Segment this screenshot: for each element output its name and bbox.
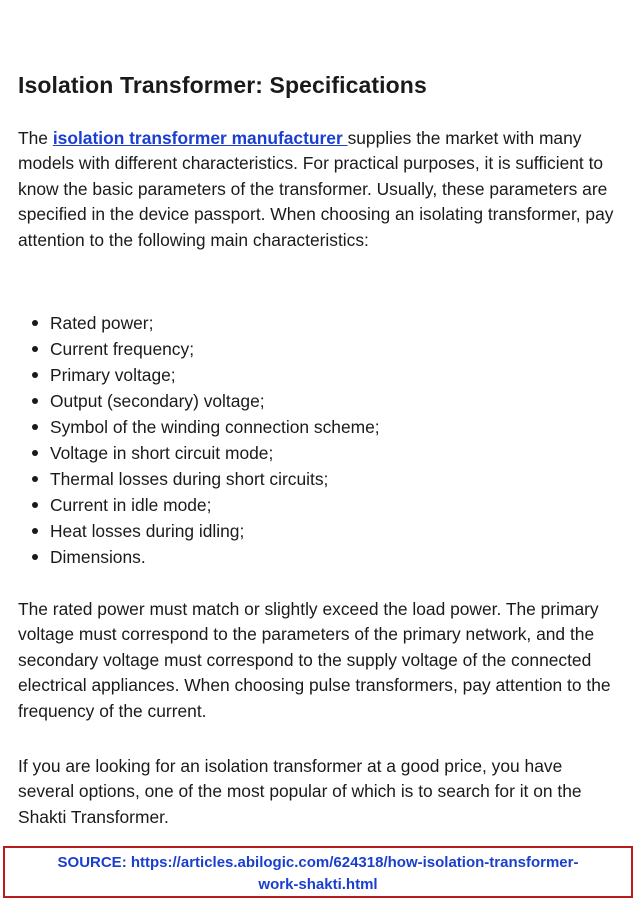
characteristics-list bbox=[18, 310, 380, 570]
manufacturer-link[interactable]: isolation transformer manufacturer bbox=[52, 128, 348, 148]
list-item-text: Voltage in short circuit mode; bbox=[50, 443, 274, 463]
rated-power-paragraph: The rated power must match or slightly exceed the load power. The primary voltage must correspond to the parameters of the primary network, and the secondary voltage must correspond to the supply voltage of the connected electrical appliances. When choosing pulse transformers, pay attention to the frequency of the current. bbox=[18, 599, 611, 721]
source-url-part1[interactable]: https://articles.abilogic.com/624318/how-isolation-transformer- bbox=[130, 854, 579, 871]
source-box bbox=[3, 846, 633, 898]
source-label: SOURCE: bbox=[57, 854, 131, 871]
bullet-icon bbox=[32, 398, 38, 404]
list-item-text: Current in idle mode; bbox=[50, 495, 212, 515]
bullet-icon bbox=[32, 320, 38, 326]
list-item bbox=[18, 336, 380, 362]
intro-text-before: The bbox=[18, 128, 53, 148]
bullet-icon bbox=[32, 476, 38, 482]
list-item-text: Dimensions. bbox=[50, 547, 146, 567]
bullet-icon bbox=[32, 528, 38, 534]
list-item-text: Symbol of the winding connection scheme; bbox=[50, 417, 380, 437]
list-item bbox=[18, 310, 380, 336]
bullet-icon bbox=[32, 502, 38, 508]
list-item-text: Heat losses during idling; bbox=[50, 521, 245, 541]
intro-paragraph bbox=[18, 126, 622, 253]
intro-text-after: supplies the market with many models with different characteristics. For practical purposes, it is sufficient to know the basic parameters of the transformer. Usually, these parameters are specified in the device passport. When choosing an isolating transformer, pay attention to the following main characteristics: bbox=[18, 128, 614, 250]
bullet-icon bbox=[32, 372, 38, 378]
source-url-part2[interactable]: work-shakti.html bbox=[258, 876, 378, 893]
bullet-icon bbox=[32, 450, 38, 456]
list-item bbox=[18, 492, 380, 518]
list-item-text: Rated power; bbox=[50, 313, 154, 333]
source-line-2 bbox=[5, 874, 631, 896]
list-item bbox=[18, 362, 380, 388]
list-item-text: Output (secondary) voltage; bbox=[50, 391, 265, 411]
bullet-icon bbox=[32, 554, 38, 560]
source-line-1 bbox=[5, 852, 631, 874]
list-item-text: Primary voltage; bbox=[50, 365, 176, 385]
list-item bbox=[18, 518, 380, 544]
bullet-icon bbox=[32, 424, 38, 430]
list-item bbox=[18, 414, 380, 440]
list-item-text: Current frequency; bbox=[50, 339, 195, 359]
page-title: Isolation Transformer: Specifications bbox=[18, 72, 427, 98]
list-item bbox=[18, 440, 380, 466]
list-item bbox=[18, 466, 380, 492]
list-item bbox=[18, 388, 380, 414]
bullet-icon bbox=[32, 346, 38, 352]
list-item-text: Thermal losses during short circuits; bbox=[50, 469, 329, 489]
list-item bbox=[18, 544, 380, 570]
price-paragraph: If you are looking for an isolation transformer at a good price, you have several options, one of the most popular of which is to search for it on the Shakti Transformer. bbox=[18, 756, 582, 827]
